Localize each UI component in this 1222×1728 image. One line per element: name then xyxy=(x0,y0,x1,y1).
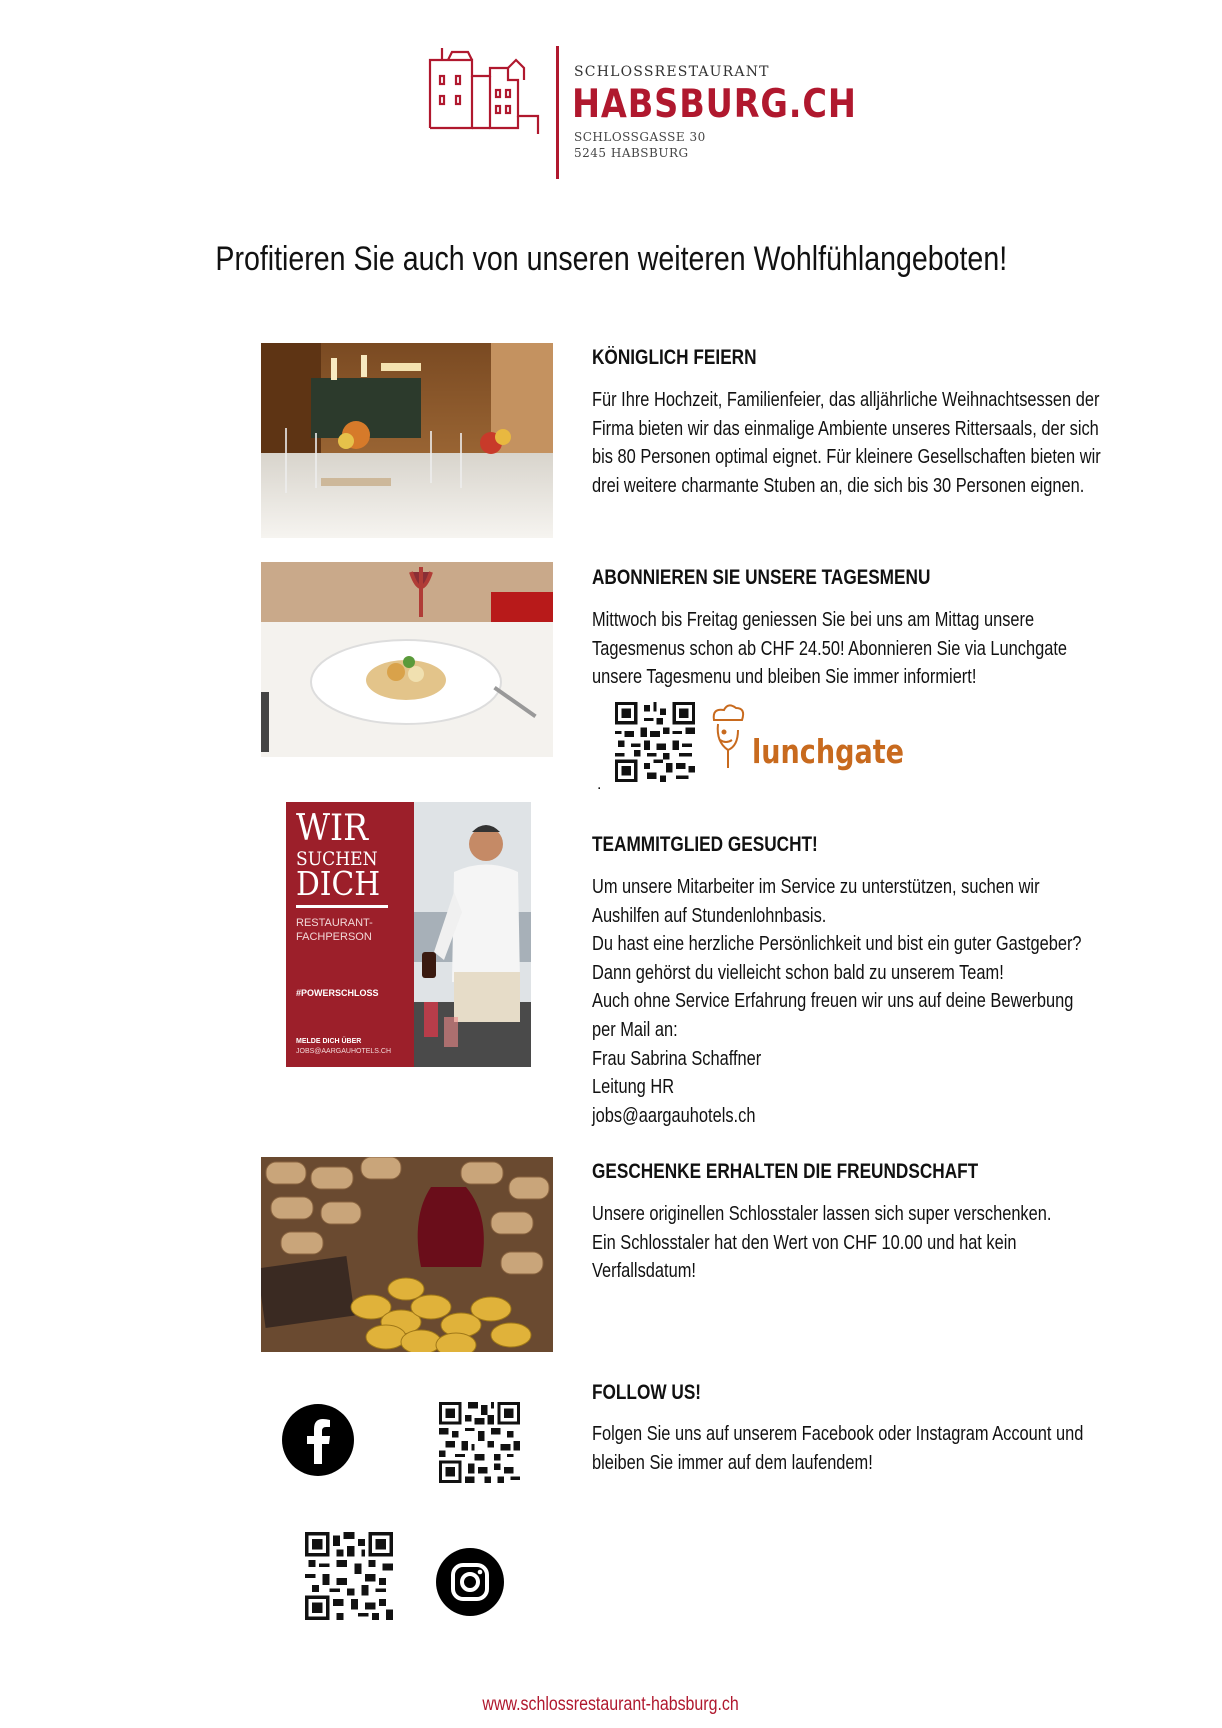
page-title: Profitieren Sie auch von unseren weiteren Wohlfühlangeboten! xyxy=(215,240,1007,278)
section-body-tagesmenu xyxy=(592,606,1084,692)
poster-melde: MELDE DICH ÜBER xyxy=(296,1038,362,1045)
poster-role-1: RESTAURANT- xyxy=(296,917,373,929)
qr-code-icon[interactable] xyxy=(439,1402,520,1483)
body-line: drei weitere charmante Stuben an, die sich bis 30 Personen eignen. xyxy=(592,474,1085,497)
address-line-1: SCHLOSSGASSE 30 xyxy=(574,130,706,144)
poster-wir: WIR xyxy=(296,808,369,849)
body-line: Unsere originellen Schlosstaler lassen sich super verschenken. xyxy=(592,1203,1052,1225)
section-body-follow xyxy=(592,1420,1084,1477)
section-title-tagesmenu: ABONNIEREN SIE UNSERE TAGESMENU xyxy=(592,566,931,589)
qr-code-icon[interactable] xyxy=(615,702,695,782)
body-line: Firma bieten wir das einmalige Ambiente unseres Rittersaals, der sich xyxy=(592,417,1099,440)
poster-role-2: FACHPERSON xyxy=(296,931,372,943)
body-line: Um unsere Mitarbeiter im Service zu unterstützen, suchen wir xyxy=(592,876,1040,898)
castle-logo-icon xyxy=(428,46,540,146)
body-line: Mittwoch bis Freitag geniessen Sie bei uns am Mittag unsere xyxy=(592,609,1035,631)
body-line: bleiben Sie immer auf dem laufendem! xyxy=(592,1451,873,1474)
section-body-geschenke xyxy=(592,1200,1084,1286)
section-title-geschenke: GESCHENKE ERHALTEN DIE FREUNDSCHAFT xyxy=(592,1160,979,1183)
brand-name: HABSBURG.CH xyxy=(572,82,857,127)
banquet-hall-photo xyxy=(261,343,553,538)
body-line: Tagesmenus schon ab CHF 24.50! Abonnieren Sie via Lunchgate xyxy=(592,637,1068,660)
section-body-feiern xyxy=(592,386,1101,500)
poster-mail: JOBS@AARGAUHOTELS.CH xyxy=(296,1048,392,1055)
job-poster xyxy=(286,802,531,1067)
body-line: Du hast eine herzliche Persönlichkeit und bist ein guter Gastgeber? xyxy=(592,933,1082,956)
job-email-link[interactable]: jobs@aargauhotels.ch xyxy=(592,1104,756,1127)
body-line: Leitung HR xyxy=(592,1076,675,1099)
dish-photo xyxy=(261,562,553,757)
waiter-photo xyxy=(414,802,531,1067)
address-line-2: 5245 HABSBURG xyxy=(574,146,689,160)
stray-dot: . xyxy=(597,776,602,793)
brand-small: SCHLOSSRESTAURANT xyxy=(574,64,770,80)
body-line: unsere Tagesmenu und bleiben Sie immer informiert! xyxy=(592,666,977,689)
website-link[interactable]: www.schlossrestaurant-habsburg.ch xyxy=(482,1694,740,1715)
body-line: Auch ohne Service Erfahrung freuen wir uns auf deine Bewerbung xyxy=(592,990,1074,1013)
poster-dich: DICH xyxy=(296,864,381,903)
qr-code-icon[interactable] xyxy=(305,1532,393,1620)
poster-suchen: SUCHEN xyxy=(296,848,378,870)
body-line: Folgen Sie uns auf unserem Facebook oder Instagram Account und xyxy=(592,1423,1084,1445)
body-line: Verfallsdatum! xyxy=(592,1260,696,1283)
lunchgate-chef-icon xyxy=(708,702,750,774)
body-line: bis 80 Personen optimal eignet. Für kleinere Gesellschaften bieten wir xyxy=(592,446,1101,469)
section-body-team xyxy=(592,873,1084,1130)
lunchgate-logo[interactable]: lunchgate xyxy=(752,732,905,771)
coins-corks-photo xyxy=(261,1157,553,1352)
body-line: per Mail an: xyxy=(592,1018,678,1041)
body-line: Für Ihre Hochzeit, Familienfeier, das alljährliche Weihnachtsessen der xyxy=(592,389,1100,411)
facebook-icon[interactable] xyxy=(282,1404,354,1476)
section-title-team: TEAMMITGLIED GESUCHT! xyxy=(592,833,818,856)
instagram-icon[interactable] xyxy=(436,1548,504,1616)
body-line: Ein Schlosstaler hat den Wert von CHF 10.00 und hat kein xyxy=(592,1231,1017,1254)
section-title-follow: FOLLOW US! xyxy=(592,1381,702,1404)
logo-divider xyxy=(556,46,559,179)
body-line: Frau Sabrina Schaffner xyxy=(592,1047,762,1070)
body-line: Dann gehörst du vielleicht schon bald zu unserem Team! xyxy=(592,961,1004,984)
poster-rule xyxy=(296,905,388,908)
body-line: Aushilfen auf Stundenlohnbasis. xyxy=(592,904,827,927)
poster-hashtag: #POWERSCHLOSS xyxy=(296,988,379,998)
section-title-feiern: KÖNIGLICH FEIERN xyxy=(592,346,757,369)
